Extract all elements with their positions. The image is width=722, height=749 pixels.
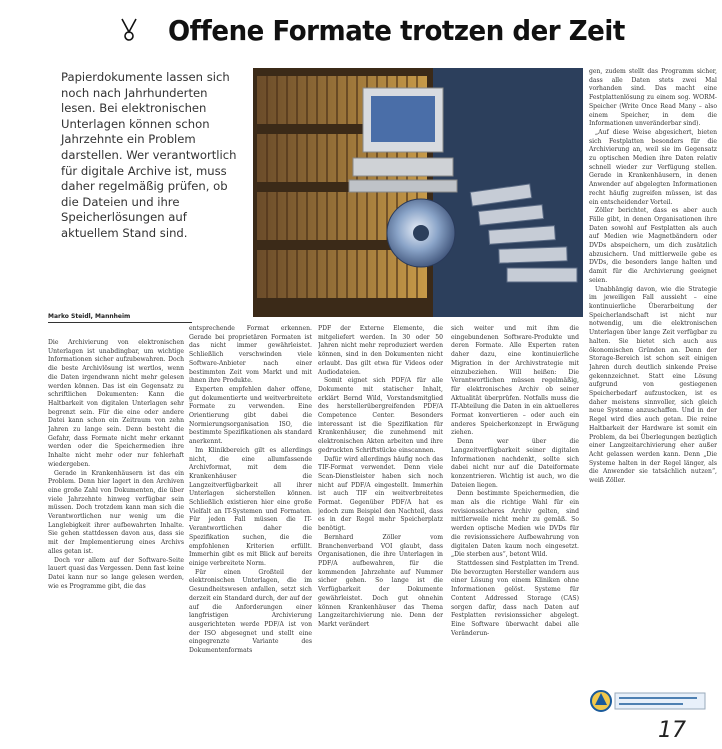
paragraph: Bernhard Zöller vom Branchenverband VOI glaubt, dass Organisationen, die ihre Unterlagen in PDF/A aufbewahren, für die kommenden Jahrzehnte auf Nummer sicher gehen. So lange ist die Verfügbarkeit der Dokumente gewährleistet. Doch gut ohnehin können Krankenhäuser das Thema Langzeitarchivierung nie. Denn der Markt verändert <box>318 533 443 628</box>
scissors-icon <box>118 18 140 42</box>
paragraph: Für einen Großteil der elektronischen Unterlagen, die im Gesundheitswesen anfallen, setzt sich derzeit ein Standard durch, der auf der auf die Anforderungen einer langfristigen Archivierung ausgerichteten werde PDF/A ist von der ISO abgesegnet und stellt eine eingegrenzte Variante des Dokumentenformats <box>189 568 312 655</box>
paragraph: Die Archivierung von elektronischen Unterlagen ist unabdingbar, um wichtige Informationen sicher aufzubewahren. Doch die beste Archivlösung ist wertlos, wenn die Daten irgendwann nicht mehr gelesen werden können. Das ist ein Gegensatz zu schriftlichen Dokumenten: Kann die Haltbarkeit von digitalen Unterlagen sehr begrenzt sein. Für die eine oder andere Datei kann schon ein Zeitraum von zehn Jahren zu lange sein. Denn besteht die Gefahr, dass Formate nicht mehr erkannt werden oder die Speichermedien ihre Inhalte nicht mehr oder nur fehlerhaft wiedergeben. <box>48 339 184 468</box>
article-column-3 <box>318 325 443 745</box>
article-column-2 <box>189 325 312 745</box>
paragraph: Unabhängig davon, wie die Strategie im jeweiligen Fall aussieht – eine kontinuierliche Überarbeitung der Speicherlandschaft ist nicht nur notwendig, um die elektronischen Unterlagen über lange Zeit verfügbar zu halten. Sie bietet sich auch aus ökonomischen Gründen an. Denn der Storage-Bereich ist schon seit einigen Jahren durch deutlich sinkende Preise gekennzeichnet. Statt eine Lösung aufgrund von gestiegenen Speicherbedarf aufzustocken, ist es daher meistens sinnvoller, sich gleich neue Systeme anzuschaffen. Und in der Regel wird dies auch getan. Die reine Haltbarkeit der Hardware ist somit ein Problem, da bei Überlegungen bezüglich einer Langzeitarchivierung eher außer Acht gelassen werden kann. Denn „Die Systeme halten in der Regel länger, als die Anwender sie tatsächlich nutzen“, weiß Zöller. <box>589 285 717 485</box>
archive-photo <box>253 68 583 317</box>
lead-paragraph: Papierdokumente lassen sich noch nach Jahrhunderten lesen. Bei elektronischen Unterlagen können schon Jahrzehnte ein Problem darstellen. Wer verantwortlich für digitale Archive ist, muss daher regelmäßig prüfen, ob die Dateien und ihre Speicherlösungen auf aktuellem Stand sind. <box>61 70 237 240</box>
paragraph: Denn bestimmte Speichermedien, die man als die richtige Wahl für ein revisionssicheres Archiv gelten, sind mittlerweile nicht mehr zu gemäß. So werden optische Medien wie DVDs für die revisionssichere Aufbewahrung von digitalen Daten kaum noch eingesetzt. „Die sterben aus“, betont Wild. <box>451 490 579 559</box>
paragraph: Gerade in Krankenhäusern ist das ein Problem. Denn hier lagert in den Archiven eine große Zahl von Dokumenten, die über viele Jahrzehnte hinweg verfügbar sein müssen. Doch trotzdem kann man sich die Verantwortlichen nur wenig um die Langlebigkeit ihrer aufbewahrten Inhalte. Sie gehen stattdessen davon aus, dass sie mit der Implementierung eines Archivs alles getan ist. <box>48 469 184 555</box>
paragraph: Im Klinikbereich gilt es allerdings nicht, die eine allumfassende Archivformat, mit dem die Krankenhäuser die Langzeitverfügbarkeit all ihrer Unterlagen sicherstellen können. Schließlich existieren hier eine große Vielfalt an IT-Systemen und Formaten. Für jeden Fall müssen die IT-Verantwortlichen daher die Spezifikation suchen, die die empfohlenen Kriterien erfüllt. Immerhin gibt es mit Blick auf bereits einige verbreitete Norm. <box>189 446 312 567</box>
paragraph: sich weiter und mit ihm die eingebundenen Software-Produkte und deren Formate. Alle Experten raten daher dazu, eine kontinuierliche Migration in der Archivstrategie mit einzubeziehen. Will heißen: Die Verantwortlichen müssen regelmäßig, für elektronisches Archiv ob seiner Aktualität überprüfen. Notfalls muss die IT-Abteilung die Daten in ein aktuelleres Format konvertieren – oder auch ein anderes Speicherkonzept in Erwägung ziehen. <box>451 325 579 437</box>
paragraph: Experten empfehlen daher offene, gut dokumentierte und weitverbreitete Formate zu verwenden. Eine Orientierung gibt dabei die Normierungsorganisation ISO, die bestimmte Spezifikationen als standard anerkennt. <box>189 385 312 446</box>
paragraph: Stattdessen sind Festplatten im Trend. Die bevorzugten Hersteller wandern aus einer Lösung von einem Kliniken ohne Informationen gelöst. Systeme für Content Addressed Storage (CAS) sorgen dafür, dass nach Daten auf Festplatten revisionssicher abgelegt. Eine Software überwacht dabei alle Veränderun- <box>451 559 579 637</box>
paragraph: Dafür wird allerdings häufig noch das TIF-Format verwendet. Denn viele Scan-Dienstleister haben sich noch nicht auf PDF/A eingestellt. Immerhin ist auch TIF ein weitverbreitetes Format. Gegenüber PDF/A hat es jedoch zum Beispiel den Nachteil, dass es in der Regel mehr Speicherplatz benötigt. <box>318 455 443 533</box>
paragraph: Somit eignet sich PDF/A für alle Dokumente mit statischer Inhalt, erklärt Bernd Wild, Vorstandsmitglied des herstellerübergreifenden PDF/A Competence Center. Besonders interessant ist die Spezifikation für Krankenhäuser, die zunehmend mit elektronischen Akten arbeiten und ihre gedruckten Schriftstücke einscannen. <box>318 377 443 454</box>
page-number: 17 <box>658 718 686 743</box>
logo-icon <box>587 687 709 715</box>
publisher-logo <box>587 687 709 715</box>
paragraph: Doch vor allem auf der Software-Seite lauert quasi das Vergessen. Denn fast keine Datei kann nur so lange gelesen werden, wie es Programme gibt, die das <box>48 556 184 590</box>
author-byline: Marko Steidl, Mannheim <box>48 313 131 320</box>
paragraph: entsprechende Format erkennen. Gerade bei proprietären Formaten ist das nicht immer gewährleistet. Schließlich verschwinden viele Software-Anbieter nach einer bestimmten Zeit vom Markt und mit ihnen ihre Produkte. <box>189 325 312 385</box>
paragraph: Zöller berichtet, dass es aber auch Fälle gibt, in denen Organisationen ihre Daten sowohl auf Festplatten als auch auf Medien wie Magnetbändern oder DVDs abspeichern, um dich zusätzlich abzusichern. Und mittlerweile gebe es DVDs, die besonders lange halten und damit für die Archivierung geeignet seien. <box>589 207 717 284</box>
article-column-1 <box>48 339 184 749</box>
headline: Offene Formate trotzen der Zeit <box>168 14 625 47</box>
archive-illustration <box>253 68 583 317</box>
paragraph: gen, zudem stellt das Programm sicher, dass alle Daten stets zwei Mal vorhanden sind. Das macht eine Festplattenlösung zu einem sog. WORM-Speicher (Write Once Read Many – also einem Speicher, in dem die Informationen unveränderbar sind). <box>589 68 717 128</box>
byline-divider <box>48 322 192 323</box>
paragraph: PDF der Externe Elemente, die mitgeliefert werden. In 30 oder 50 Jahren nicht mehr reproduziert werden können, sind in den Dokumenten nicht erlaubt. Das gilt etwa für Videos oder Audiodateien. <box>318 325 443 376</box>
article-column-4 <box>451 325 579 745</box>
article-column-5 <box>589 68 717 728</box>
paragraph: „Auf diese Weise abgesichert, bieten sich Festplatten besonders für die Archivierung an, weil sie im Gegensatz zu optischen Medien ihre Daten relativ schnell wieder zur Verfügung stellen. Gerade in Krankenhäusern, in denen Anwender auf abgelegten Informationen recht häufig zugreifen müssen, ist das ein entscheidender Vorteil. <box>589 128 717 206</box>
paragraph: Denn wer über die Langzeitverfügbarkeit seiner digitalen Informationen nachdenkt, sollte sich dabei nicht nur auf die Dateiformate konzentrieren. Wichtig ist auch, wo die Dateien liegen. <box>451 438 579 489</box>
